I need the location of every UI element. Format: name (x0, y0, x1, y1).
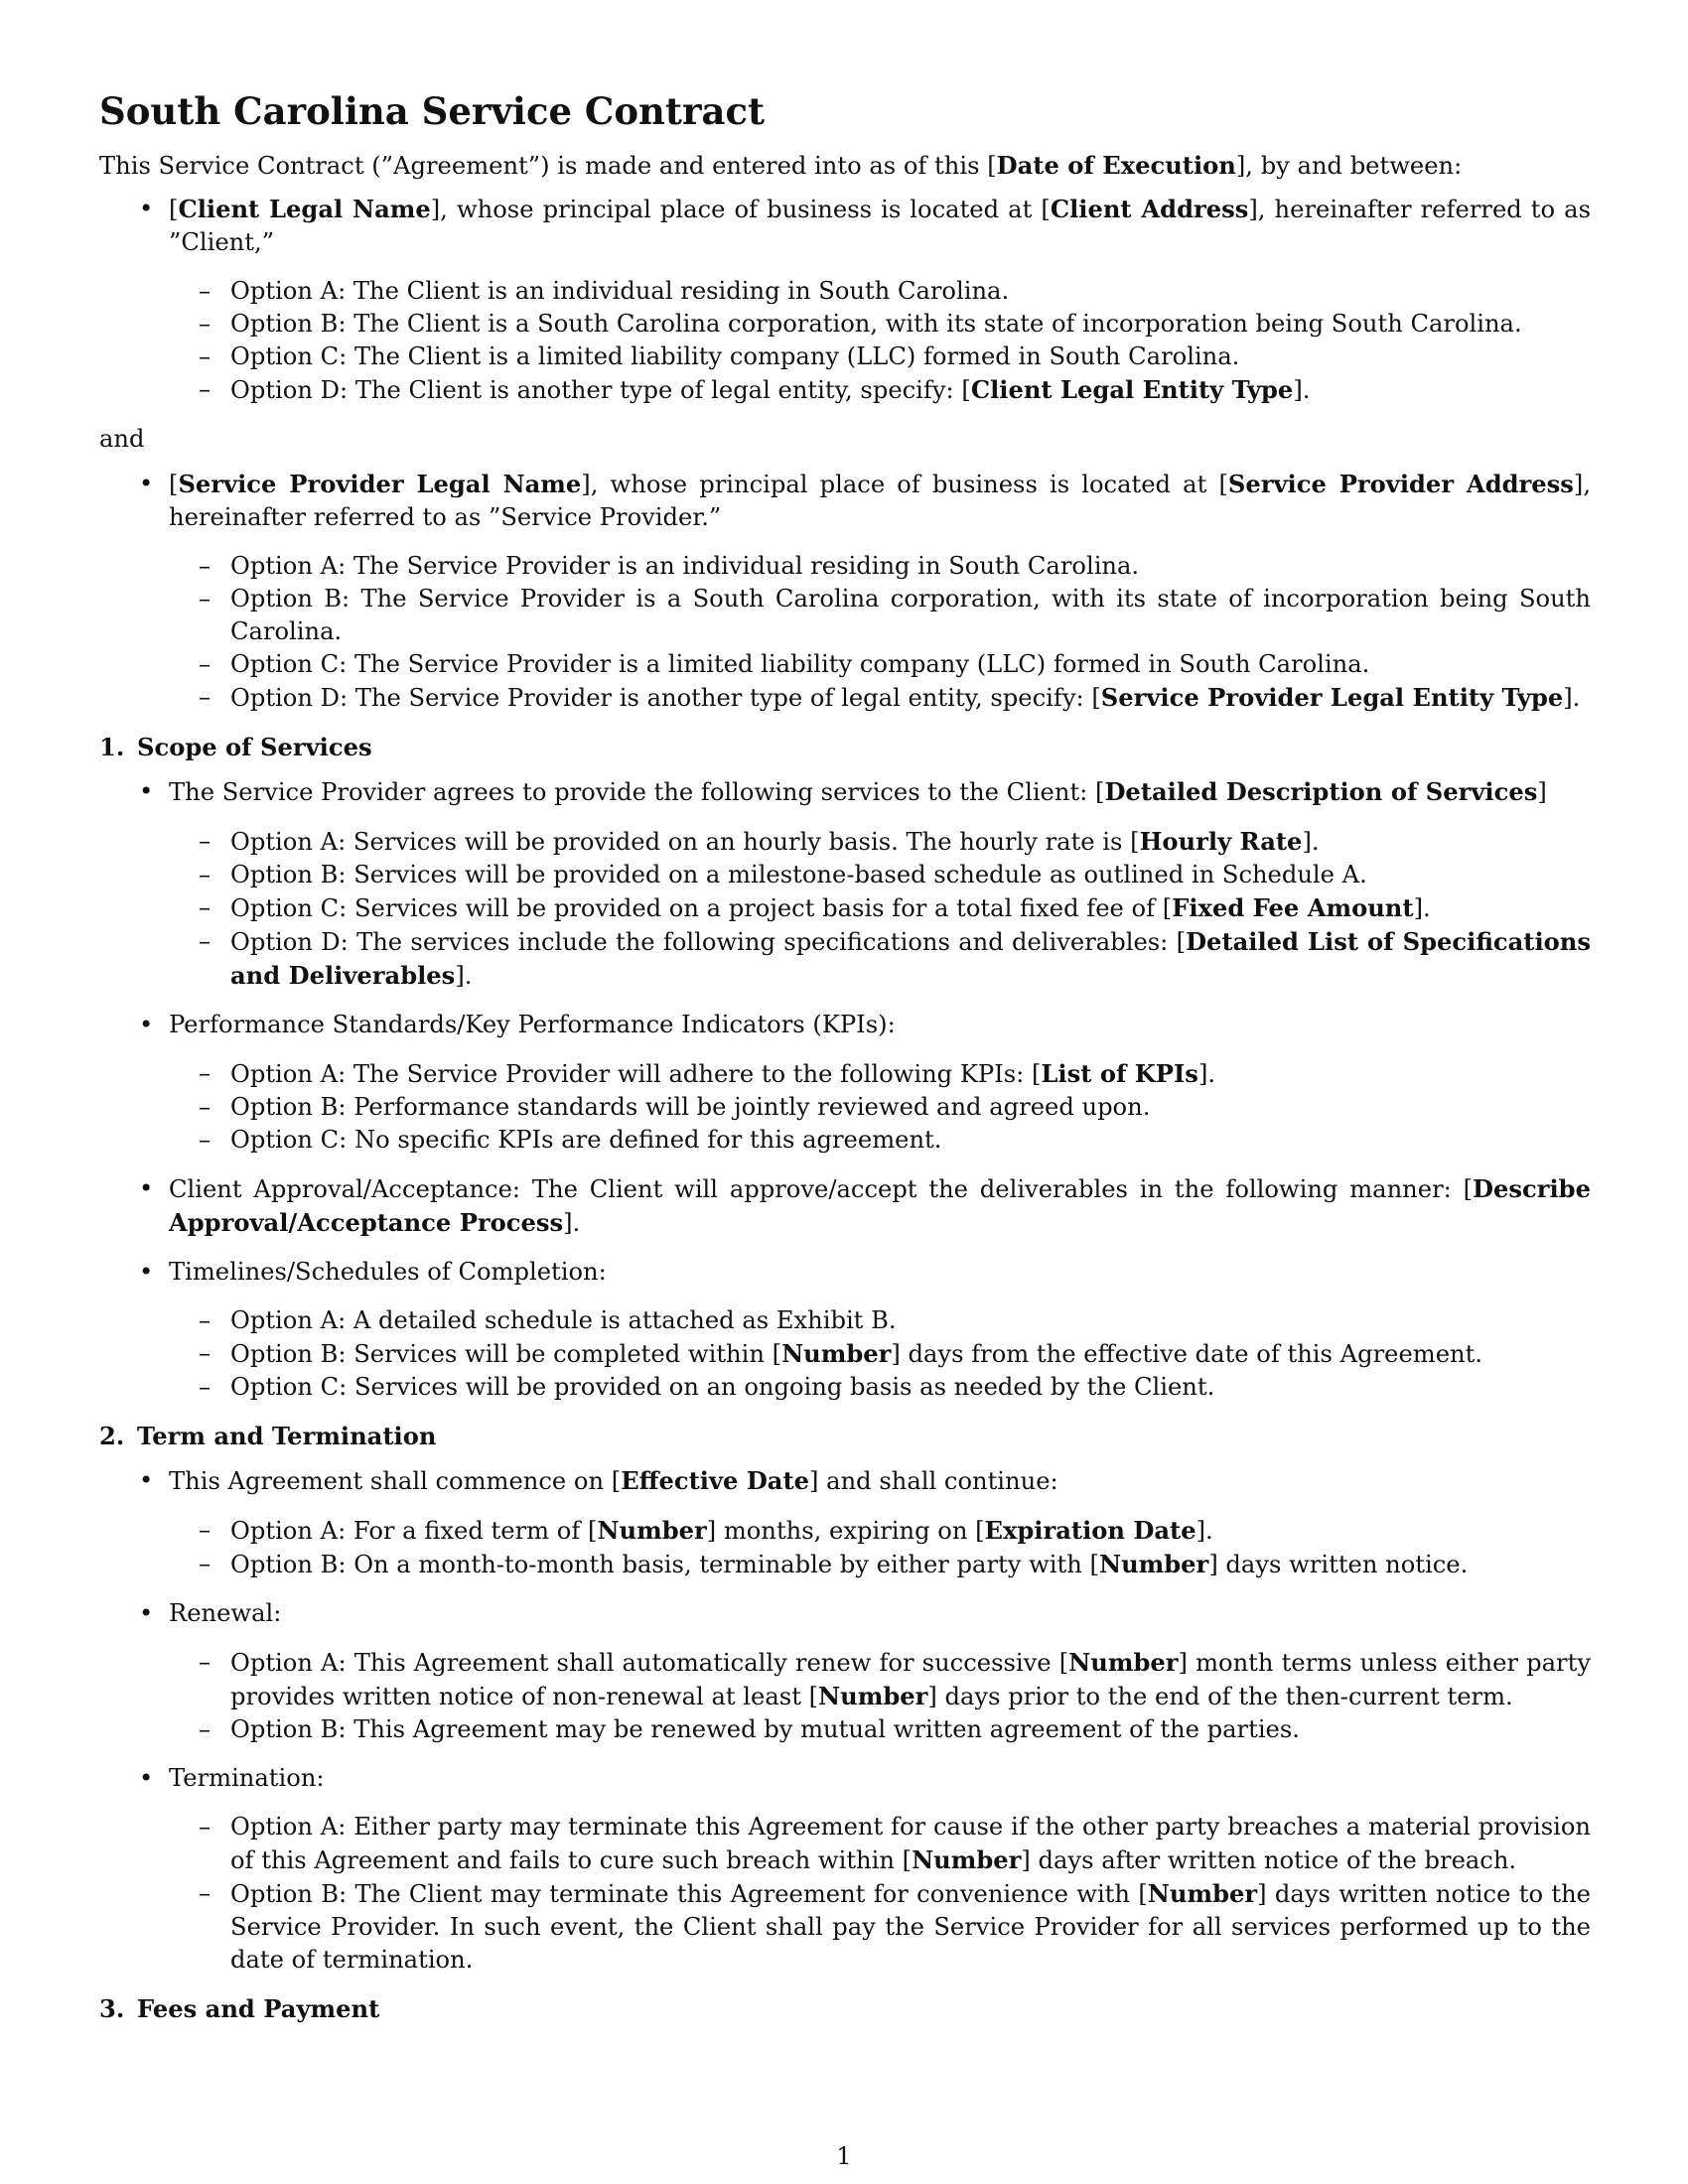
kpi-list-field: List of KPIs (1041, 1059, 1198, 1088)
date-of-execution-field: Date of Execution (996, 151, 1236, 180)
dash-marker: – (199, 893, 211, 921)
dash-marker: – (199, 277, 211, 305)
bullet-marker: • (139, 470, 154, 497)
services-option-a: – Option A: Services will be provided on an hourly basis. The hourly rate is [Hourly Rate]. (199, 827, 1320, 856)
timelines: • Timelines/Schedules of Completion: – Option A: A detailed schedule is attached as Exhibit B. – Option B: Services will be completed within [Number] days from the effective date of this Agreement. – Option C: Services will be provided on an ongoing basis as needed by the Client. (99, 1256, 1591, 1404)
client-party-text: [Client Legal Name], whose principal place of business is located at [Client Address], hereinafter referred to as ”Client,” (169, 195, 1591, 256)
number-field: Number (818, 1682, 928, 1710)
dash-marker: – (199, 1059, 211, 1087)
number-field: Number (1098, 1550, 1209, 1578)
client-option-b: – Option B: The Client is a South Carolina corporation, with its state of incorporation being South Carolina. (169, 308, 1591, 341)
provider-option-d: – Option D: The Service Provider is another type of legal entity, specify: [Service Provider Legal Entity Type]. (199, 683, 1581, 712)
specifications-field: Detailed List of Specifications and Deliverables (230, 927, 1591, 990)
termination-option-a: – Option A: Either party may terminate this Agreement for cause if the other party breaches a material provision of this Agreement and fails to cure such breach within [Number] days after written notice of the breach. (199, 1813, 1591, 1874)
kpi-option-c: – Option C: No specific KPIs are defined for this agreement. (169, 1124, 1591, 1157)
provider-party (99, 468, 1591, 715)
dash-marker: – (199, 827, 211, 855)
hourly-rate-field: Hourly Rate (1139, 827, 1303, 856)
section-title: Fees and Payment (137, 1994, 380, 2023)
client-party-list (99, 193, 1591, 407)
kpi-options (169, 1057, 1591, 1157)
page-number: 1 (836, 2142, 852, 2170)
effective-date-field: Effective Date (621, 1466, 810, 1495)
timeline-option-c: – Option C: Services will be provided on an ongoing basis as needed by the Client. (169, 1371, 1591, 1404)
timeline-option-b: – Option B: Services will be completed within [Number] days from the effective date of this Agreement. (199, 1339, 1483, 1368)
section-title: Term and Termination (137, 1422, 437, 1450)
client-option-c: – Option C: The Client is a limited liability company (LLC) formed in South Carolina. (169, 341, 1591, 373)
dash-marker: – (199, 650, 211, 678)
dash-marker: – (199, 1715, 211, 1743)
and-text: and (99, 425, 145, 453)
section-1-heading (99, 731, 1591, 763)
renewal-option-b: – Option B: This Agreement may be renewed by mutual written agreement of the parties. (169, 1713, 1591, 1746)
services-description: • The Service Provider agrees to provide the following services to the Client: [Detailed Description of Services] – Option A: Services will be provided on an hourly basis. The hourly rate is [Hourly Rate]. – Option B: Services will be provided on a milestone-based schedule as outlined in Schedule A. – Option C: Services will be provided on a project basis for a total fixed fee of [Fixed Fee Amount]. – Option D: The services include the following specifications and deliverables: [Detailed List of Specifications and Deliverables]. (99, 775, 1591, 993)
number-field: Number (1147, 1879, 1258, 1908)
section-number: 2. (99, 1422, 125, 1450)
dash-marker: – (199, 375, 211, 403)
provider-address-field: Service Provider Address (1227, 470, 1574, 498)
performance-standards: • Performance Standards/Key Performance Indicators (KPIs): – Option A: The Service Provider will adhere to the following KPIs: [List of KPIs]. – Option B: Performance standards will be jointly reviewed and agreed upon. – Option C: No specific KPIs are defined for this agreement. (99, 1009, 1591, 1157)
termination-options (169, 1811, 1591, 1977)
kpi-option-a: – Option A: The Service Provider will adhere to the following KPIs: [List of KPIs]. (199, 1059, 1216, 1088)
section-2-heading (99, 1420, 1591, 1452)
intro-paragraph: This Service Contract (”Agreement”) is made and entered into as of this [Date of Execution], by and between: (99, 151, 1463, 180)
provider-entity-type-field: Service Provider Legal Entity Type (1100, 683, 1564, 712)
client-options (169, 275, 1591, 407)
dash-marker: – (199, 683, 211, 711)
number-field: Number (912, 1845, 1022, 1874)
contract-page (99, 87, 1591, 2113)
term-options (169, 1514, 1591, 1581)
client-option-d: – Option D: The Client is another type of legal entity, specify: [Client Legal Entity Type]. (199, 375, 1311, 404)
client-option-a: – Option A: The Client is an individual residing in South Carolina. (169, 275, 1591, 308)
client-entity-type-field: Client Legal Entity Type (970, 375, 1294, 404)
provider-party-list (99, 468, 1591, 715)
services-option-c: – Option C: Services will be provided on a project basis for a total fixed fee of [Fixed Fee Amount]. (199, 893, 1431, 922)
dash-marker: – (199, 342, 211, 370)
fixed-fee-field: Fixed Fee Amount (1172, 893, 1414, 922)
services-options (169, 825, 1591, 993)
section-title: Scope of Services (137, 733, 372, 761)
renewal-options (169, 1646, 1591, 1746)
bullet-marker: • (139, 1258, 154, 1286)
dash-marker: – (199, 1093, 211, 1121)
services-description-field: Detailed Description of Services (1104, 777, 1538, 806)
dash-marker: – (199, 1516, 211, 1544)
provider-options (169, 550, 1591, 715)
dash-marker: – (199, 1306, 211, 1334)
kpi-option-b: – Option B: Performance standards will be jointly reviewed and agreed upon. (169, 1091, 1591, 1124)
client-address-field: Client Address (1050, 195, 1249, 223)
section-3-heading (99, 1992, 1591, 2025)
bullet-marker: • (139, 1466, 154, 1494)
dash-marker: – (199, 1813, 211, 1841)
commencement: • This Agreement shall commence on [Effective Date] and shall continue: – Option A: For a fixed term of [Number] months, expiring on [Expiration Date]. – Option B: On a month-to-month basis, terminable by either party with [Number] days written notice. (99, 1464, 1591, 1581)
termination-option-b: – Option B: The Client may terminate this Agreement for convenience with [Number] days written notice to the Service Provider. In such event, the Client shall pay the Service Provider for all services performed up to the date of termination. (199, 1879, 1591, 1974)
provider-legal-name-field: Service Provider Legal Name (178, 470, 582, 498)
timeline-option-a: – Option A: A detailed schedule is attached as Exhibit B. (169, 1304, 1591, 1337)
client-approval: • Client Approval/Acceptance: The Client will approve/accept the deliverables in the following manner: [Describe Approval/Acceptance Process]. (139, 1174, 1591, 1237)
provider-option-b: – Option B: The Service Provider is a South Carolina corporation, with its state of incorporation being South Carolina. (199, 585, 1591, 645)
dash-marker: – (199, 1648, 211, 1676)
term-option-b: – Option B: On a month-to-month basis, terminable by either party with [Number] days written notice. (199, 1550, 1469, 1578)
renewal: • Renewal: – Option A: This Agreement shall automatically renew for successive [Number] month terms unless either party provides written notice of non-renewal at least [Number] days prior to the end of the then-current term. – Option B: This Agreement may be renewed by mutual written agreement of the parties. (99, 1597, 1591, 1746)
provider-option-a: – Option A: The Service Provider is an individual residing in South Carolina. (169, 550, 1591, 583)
section-number: 1. (99, 733, 125, 761)
bullet-marker: • (139, 777, 154, 805)
client-legal-name-field: Client Legal Name (178, 195, 431, 223)
dash-marker: – (199, 552, 211, 580)
bullet-marker: • (139, 1011, 154, 1038)
client-party (99, 193, 1591, 407)
termination: • Termination: – Option A: Either party may terminate this Agreement for cause if the other party breaches a material provision of this Agreement and fails to cure such breach within [Number] days after written notice of the breach. – Option B: The Client may terminate this Agreement for convenience with [Number] days written notice to the Service Provider. In such event, the Client shall pay the Service Provider for all services performed up to the date of termination. (99, 1762, 1591, 1977)
services-option-d: – Option D: The services include the following specifications and deliverables: [Detailed List of Specifications and Deliverables]. (199, 927, 1591, 990)
bullet-marker: • (139, 1599, 154, 1627)
term-option-a: – Option A: For a fixed term of [Number] months, expiring on [Expiration Date]. (199, 1516, 1213, 1545)
section-1-list (99, 775, 1591, 1404)
bullet-marker: • (139, 1764, 154, 1792)
dash-marker: – (199, 1126, 211, 1154)
dash-marker: – (199, 585, 211, 613)
dash-marker: – (199, 927, 211, 955)
document-title: South Carolina Service Contract (99, 89, 766, 133)
provider-party-text: [Service Provider Legal Name], whose principal place of business is located at [Service Provider Address], hereinafter referred to as ”Service Provider.” (169, 470, 1592, 531)
bullet-marker: • (139, 1174, 154, 1202)
section-2-list (99, 1464, 1591, 1977)
dash-marker: – (199, 861, 211, 888)
section-number: 3. (99, 1994, 125, 2023)
dash-marker: – (199, 1339, 211, 1367)
dash-marker: – (199, 1373, 211, 1401)
number-field: Number (597, 1516, 707, 1545)
number-field: Number (781, 1339, 892, 1368)
approval-process-field: Describe Approval/Acceptance Process (169, 1174, 1591, 1237)
expiration-date-field: Expiration Date (984, 1516, 1196, 1545)
number-field: Number (1068, 1648, 1179, 1677)
dash-marker: – (199, 1550, 211, 1577)
dash-marker: – (199, 1879, 211, 1907)
provider-option-c: – Option C: The Service Provider is a limited liability company (LLC) formed in South Carolina. (169, 648, 1591, 681)
timeline-options (169, 1304, 1591, 1404)
services-option-b: – Option B: Services will be provided on a milestone-based schedule as outlined in Schedule A. (169, 859, 1591, 891)
dash-marker: – (199, 310, 211, 338)
renewal-option-a: – Option A: This Agreement shall automatically renew for successive [Number] month terms unless either party provides written notice of non-renewal at least [Number] days prior to the end of the then-current term. (199, 1648, 1591, 1710)
bullet-marker: • (139, 195, 154, 222)
